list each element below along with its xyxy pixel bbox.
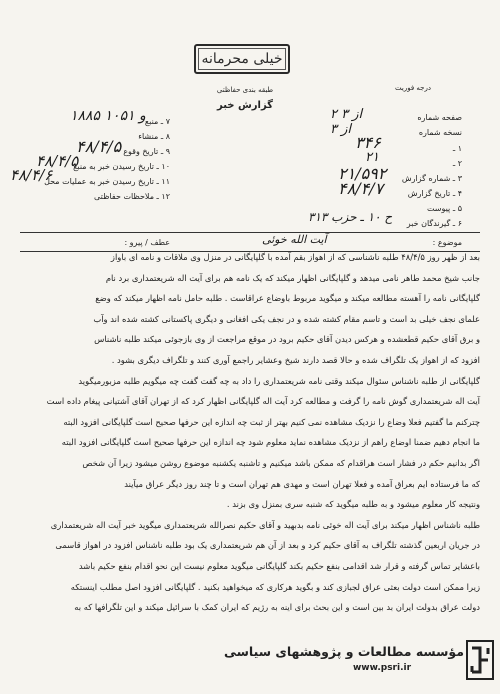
subject-value: آیت الله خوئی <box>262 233 327 246</box>
subject-label: موضوع : <box>432 238 462 247</box>
field-10-value: ۴۸/۴/۵ <box>36 152 79 170</box>
field-9-label: ۹ ـ تاریخ وقوع <box>123 147 170 156</box>
body-line: زیرا ممکن است دولت بعثی عراق لجبازی کند و بگوید هرکاری که میخواهید بکنید . گلپایگانی افزود اصل مطلب اینستکه <box>70 581 480 592</box>
report-body <box>20 248 480 619</box>
field-copy-label: نسخه شماره <box>418 128 462 137</box>
field-12-label: ۱۲ ـ ملاحظات حفاظتی <box>94 192 170 201</box>
field-7-value: ۱۸۸۵ و ۱۰۵۱ <box>70 108 146 124</box>
body-line: چترکنم ما گفتیم فعلا وضاع را نزدیک مشاهده نمی کنیم بهتر از ثبت چه اندازه این حرفها صحیح است گلپایگانی افزود البته <box>63 416 480 427</box>
field-page-value: ۲ از ۳ <box>330 107 363 122</box>
field-3-value: ۲۱/۵۹۲ <box>338 164 387 183</box>
body-line: بعد از ظهر روز ۴۸/۴/۵ طلبه ناشناسی که از اهواز بقم آمده با گلپایگانی در منزل وی ملاقات و نامه ای باواز <box>110 252 480 262</box>
reference-label: عطف / پیرو : <box>124 238 170 247</box>
body-line: اگر بدانیم حکم در فشار است هراقدام که ممکن باشد میکنیم و تاشنبه یکشنبه موضوع روشن میشود زیرا آن شخص <box>82 457 480 468</box>
body-line: در جریان اربعین گذشته تلگراف به آقای حکیم کرد و بعد از آن هم شریعتمداری یک بود طلبه ناشناس افزود در اهواز قاسمی <box>55 540 480 551</box>
field-11-label: ۱۱ ـ تاریخ رسیدن خبر به عملیات محل <box>44 177 170 186</box>
field-9-value: ۴۸/۴/۵ <box>76 137 122 156</box>
institute-url: www.psri.ir <box>352 663 412 673</box>
body-line: علمای نجف خیلی بد است و تاسم مقام کشته شده و در نجف یکی افغانی و دیگری پاکستانی کشته شده اند وآب <box>93 313 480 324</box>
field-6-label: ۶ ـ گیرندگان خبر <box>406 219 462 228</box>
body-line: باعشایر تماس گرفته و قرار شد اقدامی بنفع حکیم بکند گلپایگانی میگوید معلوم نیست این نحو اقدام بنفع حکیم باشد <box>78 560 480 571</box>
body-line: آیت اله شریعتمداری گوش نامه را گرفت و مطالعه کرد آیت اله گلپایگانی اظهار کرد که از تهران آقای آشتیانی پیغام داده است <box>46 396 480 407</box>
body-line: طلبه ناشناس اظهار میکند برای آیت اله خوئی نامه بدبهید و آقای حکیم نصرالله شریعتمداری میگوید خبر آیت اله شریعتمداری <box>50 519 480 530</box>
institute-logo-icon <box>466 640 494 680</box>
field-10-label: ۱۰ ـ تاریخ رسیدن خبر به منبع <box>73 162 170 171</box>
institute-name: مؤسسه مطالعات و پژوهشهای سیاسی <box>223 644 464 659</box>
body-line: افزود که از اهواز یک تلگراف شده و حالا قصد دارند شیخ وعشایر راجمع آوری کنند و تلگراف دیگری بشود . <box>111 354 480 365</box>
secret-stamp <box>194 44 290 74</box>
body-line: جانب شیخ محمد طاهر نامی میدهد و گلپایگانی اظهار میکند که یک نامه هم برای آیت اله شریعتمداری برد نام <box>105 272 480 283</box>
field-8-label: ۸ ـ منشاء <box>138 132 170 141</box>
body-line: که ما فرستاده ایم بعراق آمده و فعلا تهران است و مهدی هم تهران است و تا چند روز دیگر عراق میآیند <box>124 478 480 489</box>
field-7-label: ۷ ـ منبع <box>144 117 170 126</box>
body-line: گلپایگانی از طلبه ناشناس سئوال میکند وقتی نامه شریعتمداری را داد به چه گفت گفت چه میگویم طلبه مزبورمیگوید <box>78 375 480 386</box>
field-1-value: ۳۴۶ <box>355 133 381 152</box>
field-page-label: صفحه شماره <box>417 113 462 122</box>
divider-top <box>20 232 480 233</box>
field-3-label: ۳ ـ شماره گزارش <box>401 174 462 183</box>
body-line: ونتیجه کار معلوم میشود و به طلبه میگوید که شنبه سری بمنزل وی بزند . <box>226 499 480 510</box>
field-4-label: ۴ ـ تاریخ گزارش <box>407 189 462 198</box>
classification-label: طبقه بندی حفاظتی <box>216 86 274 94</box>
stamp-text: خیلی محرمانه <box>201 51 283 67</box>
report-title: گزارش خبر <box>216 100 273 111</box>
field-2-label: ۲ ـ <box>452 159 462 168</box>
body-line: ما انجام دهیم ضمنا اوضاع راهم از نزدیک مشاهده نماید معلوم شود چه اندازه این حرفها صحیح است گلپایگانی افزود البته <box>61 437 480 448</box>
field-2-value: ۲۱ <box>365 150 379 165</box>
field-5-label: ۵ ـ پیوست <box>426 204 462 213</box>
body-line: دولت عراق بدولت ایران بد بین است و این بحث برای اینه به رژیم که ایران کمک با سرائیل میکند و این تلگرافها که به <box>74 602 480 613</box>
field-4-value: ۴۸/۴/۷ <box>338 179 384 198</box>
urgency-label: درجه فوریت <box>395 84 431 92</box>
field-6-value: ۳۱۳ ح ۱۰ ـ حزب <box>308 210 393 224</box>
field-copy-value: از ۳ <box>330 122 352 137</box>
field-1-label: ۱ ـ <box>452 144 462 153</box>
body-line: و برق آقای حکیم قطعشده و هرکس دیدن آقای حکیم برود در موقع مراجعت از وی بازجوئی میکند طلبه ناشناس <box>94 334 480 345</box>
body-line: گلپایگانی نامه را آهسته مطالعه میکند و میگوید مربوط باوضاع عراقاست . طلبه حامل نامه اظهار میکند که وضع <box>95 293 480 304</box>
field-11-value: ۴۸/۴/۶ <box>10 166 53 184</box>
